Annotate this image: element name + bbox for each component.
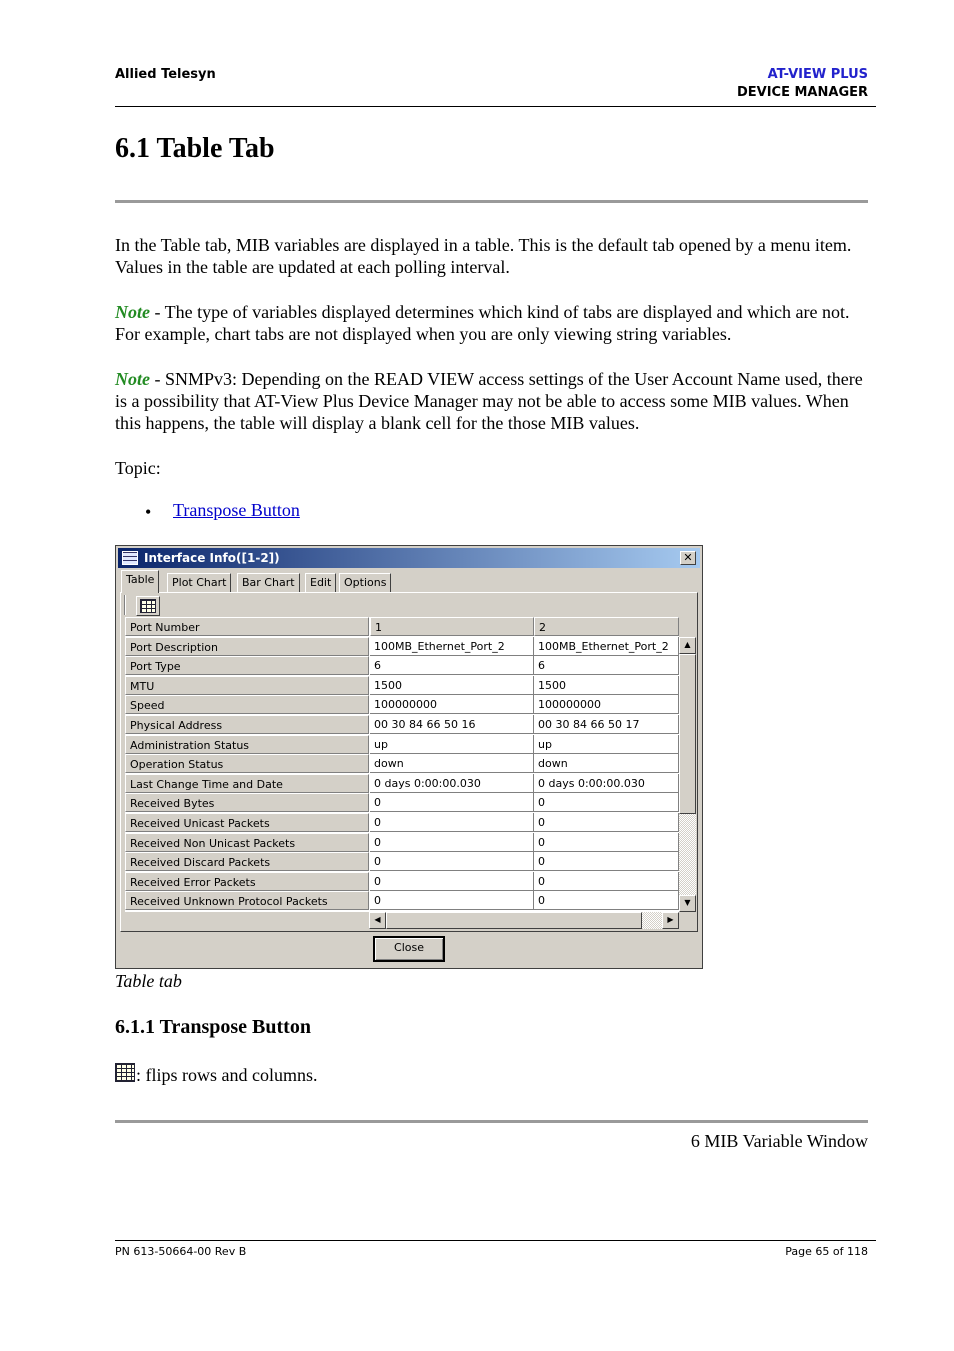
transpose-button[interactable] bbox=[136, 596, 160, 616]
module-name: DEVICE MANAGER bbox=[736, 85, 868, 100]
row-label: Received Discard Packets bbox=[125, 852, 369, 871]
table-row bbox=[125, 735, 679, 755]
table-cell[interactable]: 6 bbox=[370, 656, 534, 675]
note1-label: Note bbox=[115, 302, 150, 322]
close-icon[interactable]: ✕ bbox=[680, 551, 696, 565]
table-cell[interactable]: 0 bbox=[370, 872, 534, 891]
header-cell: Port Number bbox=[125, 617, 369, 636]
table-cell[interactable]: down bbox=[534, 754, 679, 773]
tab-plot-chart[interactable]: Plot Chart bbox=[167, 573, 231, 592]
table-cell[interactable]: 100000000 bbox=[370, 695, 534, 714]
section-title: 6.1 Table Tab bbox=[115, 133, 275, 164]
table-cell[interactable]: down bbox=[370, 754, 534, 773]
transpose-icon bbox=[140, 599, 156, 613]
table-row bbox=[125, 656, 679, 676]
row-label: Received Unicast Packets bbox=[125, 813, 369, 832]
transpose-button-link[interactable]: Transpose Button bbox=[173, 500, 300, 520]
toolbar-separator bbox=[124, 595, 126, 615]
note2-text: - SNMPv3: Depending on the READ VIEW access settings of the User Account Name used, there is a possibility that AT-View Plus Device Manager may not be able to access some MIB values. When this happens, the table will display a blank cell for the those MIB values. bbox=[115, 369, 863, 433]
row-label: Last Change Time and Date bbox=[125, 774, 369, 793]
note2-paragraph bbox=[115, 368, 875, 434]
table-row bbox=[125, 793, 679, 813]
table-row bbox=[125, 891, 679, 911]
tab-edit[interactable]: Edit bbox=[305, 573, 336, 592]
header-cell[interactable]: 1 bbox=[370, 617, 534, 636]
footer-rule bbox=[115, 1240, 876, 1241]
table-cell[interactable]: up bbox=[370, 735, 534, 754]
table-cell[interactable]: 100MB_Ethernet_Port_2 bbox=[534, 637, 679, 656]
table-cell[interactable]: 0 bbox=[534, 872, 679, 891]
row-label: Physical Address bbox=[125, 715, 369, 734]
mib-table bbox=[125, 617, 679, 912]
chapter-rule bbox=[115, 1120, 868, 1123]
table-cell[interactable]: 0 bbox=[534, 891, 679, 910]
table-cell[interactable]: 0 days 0:00:00.030 bbox=[534, 774, 679, 793]
table-cell[interactable]: 00 30 84 66 50 16 bbox=[370, 715, 534, 734]
product-name: AT-VIEW PLUS bbox=[767, 67, 868, 82]
dialog-titlebar bbox=[118, 548, 700, 568]
topic-label: Topic: bbox=[115, 458, 161, 478]
note1-paragraph bbox=[115, 301, 875, 345]
table-cell[interactable]: 100000000 bbox=[534, 695, 679, 714]
table-row bbox=[125, 813, 679, 833]
tab-table[interactable]: Table bbox=[121, 570, 159, 593]
table-row bbox=[125, 715, 679, 735]
company-name: Allied Telesyn bbox=[115, 67, 216, 82]
table-row bbox=[125, 852, 679, 872]
note2-label: Note bbox=[115, 369, 150, 389]
scroll-left-icon[interactable]: ◀ bbox=[369, 912, 386, 929]
row-label: Received Non Unicast Packets bbox=[125, 833, 369, 852]
transpose-icon bbox=[115, 1063, 135, 1082]
table-row bbox=[125, 754, 679, 774]
scroll-down-icon[interactable]: ▼ bbox=[679, 895, 696, 912]
row-label: Speed bbox=[125, 695, 369, 714]
table-cell[interactable]: 0 bbox=[534, 833, 679, 852]
table-cell[interactable]: 00 30 84 66 50 17 bbox=[534, 715, 679, 734]
table-cell[interactable]: 0 bbox=[370, 833, 534, 852]
table-row bbox=[125, 774, 679, 794]
interface-info-dialog bbox=[115, 545, 703, 969]
subsection-title: 6.1.1 Transpose Button bbox=[115, 1016, 311, 1038]
row-label: Received Bytes bbox=[125, 793, 369, 812]
table-cell[interactable]: 6 bbox=[534, 656, 679, 675]
table-row bbox=[125, 872, 679, 892]
header-cell[interactable]: 2 bbox=[534, 617, 679, 636]
header-rule bbox=[115, 106, 876, 107]
figure-caption: Table tab bbox=[115, 971, 182, 991]
page-number: Page 65 of 118 bbox=[785, 1245, 868, 1258]
table-cell[interactable]: 1500 bbox=[370, 676, 534, 695]
table-header-row bbox=[125, 617, 679, 637]
table-cell[interactable]: 0 bbox=[370, 813, 534, 832]
row-label: Operation Status bbox=[125, 754, 369, 773]
table-row bbox=[125, 676, 679, 696]
intro-paragraph: In the Table tab, MIB variables are displayed in a table. This is the default tab opened by a menu item. Values in the table are updated at each polling interval. bbox=[115, 235, 852, 277]
note1-text: - The type of variables displayed determines which kind of tabs are displayed and which are not. For example, chart tabs are not displayed when you are only viewing string variables. bbox=[115, 302, 850, 344]
scroll-right-icon[interactable]: ▶ bbox=[662, 912, 679, 929]
table-row bbox=[125, 833, 679, 853]
part-number: PN 613-50664-00 Rev B bbox=[115, 1245, 247, 1258]
section-rule bbox=[115, 200, 868, 203]
bullet-icon: • bbox=[145, 502, 152, 522]
table-cell[interactable]: 0 bbox=[534, 852, 679, 871]
table-cell[interactable]: 0 bbox=[370, 793, 534, 812]
transpose-description: : flips rows and columns. bbox=[136, 1065, 318, 1085]
table-cell[interactable]: 100MB_Ethernet_Port_2 bbox=[370, 637, 534, 656]
table-row bbox=[125, 637, 679, 657]
row-label: Received Error Packets bbox=[125, 872, 369, 891]
table-cell[interactable]: 1500 bbox=[534, 676, 679, 695]
table-window-icon bbox=[122, 551, 138, 565]
tab-bar-chart[interactable]: Bar Chart bbox=[237, 573, 300, 592]
close-button[interactable]: Close bbox=[373, 936, 445, 962]
row-label: Port Type bbox=[125, 656, 369, 675]
table-cell[interactable]: 0 bbox=[534, 793, 679, 812]
row-label: Received Unknown Protocol Packets bbox=[125, 891, 369, 910]
table-cell[interactable]: 0 days 0:00:00.030 bbox=[370, 774, 534, 793]
horizontal-scroll-thumb[interactable] bbox=[386, 912, 642, 929]
dialog-title: Interface Info([1-2]) bbox=[144, 551, 280, 565]
table-cell[interactable]: 0 bbox=[370, 891, 534, 910]
row-label: Port Description bbox=[125, 637, 369, 656]
chapter-footer: 6 MIB Variable Window bbox=[690, 1131, 868, 1151]
table-cell[interactable]: 0 bbox=[370, 852, 534, 871]
transpose-grid-icon bbox=[115, 1063, 135, 1082]
vertical-scroll-thumb[interactable] bbox=[679, 654, 696, 814]
tab-options[interactable]: Options bbox=[339, 573, 391, 592]
row-label: Administration Status bbox=[125, 735, 369, 754]
scroll-up-icon[interactable]: ▲ bbox=[679, 637, 696, 654]
table-row bbox=[125, 695, 679, 715]
table-cell[interactable]: 0 bbox=[534, 813, 679, 832]
row-label: MTU bbox=[125, 676, 369, 695]
table-cell[interactable]: up bbox=[534, 735, 679, 754]
